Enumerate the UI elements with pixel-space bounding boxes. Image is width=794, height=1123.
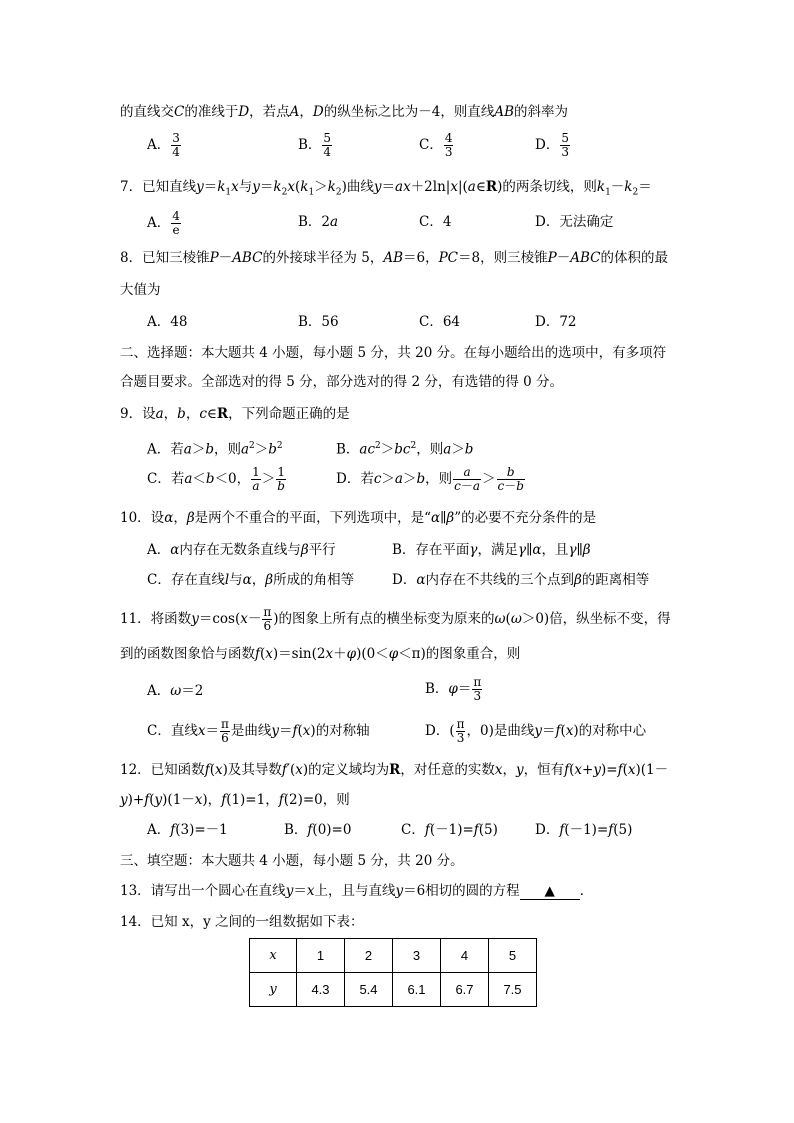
table-cell: 5.4 [345, 973, 393, 1007]
q6-option-d: D． $\frac{5}{3}$ [535, 131, 569, 159]
q6-continuation: 的直线交C的准线于D，若点A，D的纵坐标之比为－4，则直线AB的斜率为 [120, 104, 569, 120]
q13-stem: 13．请写出一个圆心在直线y＝x上，且与直线y＝6相切的圆的方程 ▲ ． [120, 883, 594, 899]
table-cell: 4.3 [297, 973, 345, 1007]
table-cell: 6.7 [441, 973, 489, 1007]
q14-stem: 14．已知 x，y 之间的一组数据如下表： [120, 914, 364, 930]
q10-option-a: A．α内存在无数条直线与β平行 [147, 542, 336, 558]
q6-option-a: A． $\frac{3}{4}$ [147, 131, 180, 159]
q12-stem: 12．已知函数f(x)及其导数f′(x)的定义域均为R，对任意的实数x，y，恒有f(x+y)=f(x)(1－ [120, 762, 669, 778]
q9-stem: 9．设a，b，c∈R，下列命题正确的是 [120, 406, 350, 422]
q11-stem-line2: 到的函数图象恰与函数f(x)＝sin(2x＋φ)(0＜φ＜π)的图象重合，则 [120, 646, 521, 662]
q13-answer-blank: ▲ [520, 883, 580, 900]
q8-stem-line2: 大值为 [120, 282, 161, 298]
q9-option-d: D．若c＞a＞b，则 $\frac{a}{c-a}$ ＞ $\frac{b}{c-b}$ [336, 465, 524, 493]
q7-stem: 7．已知直线$y=k_1x$与$y=k_2x(k_1>k_2)$曲线y＝ax＋2ln|x|(a∈R)的两条切线，则$k_1-k_2=$ [120, 179, 652, 198]
table-row [250, 939, 537, 973]
q7-option-b: B．2a [298, 214, 339, 230]
q9-option-b: B．$ac^2>bc^2$，则a＞b [336, 441, 474, 458]
table-cell: 7.5 [489, 973, 537, 1007]
table-cell: 3 [393, 939, 441, 973]
table-cell: 6.1 [393, 973, 441, 1007]
q11-option-c: C．直线x＝ $\frac{\pi}{6}$ 是曲线y＝f(x)的对称轴 [147, 717, 370, 745]
section2-heading-line2: 合题目要求。全部选对的得 5 分，部分选对的得 2 分，有选错的得 0 分。 [120, 374, 564, 390]
q12-option-c: C．f(－1)=f(5) [401, 822, 498, 838]
q6-option-c: C． $\frac{4}{3}$ [419, 131, 453, 159]
q14-data-table [249, 938, 537, 1007]
q10-option-d: D．α内存在不共线的三个点到β的距离相等 [392, 572, 650, 588]
q11-option-a: A．ω＝2 [147, 683, 204, 699]
q10-stem: 10．设α，β是两个不重合的平面，下列选项中，是“α∥β”的必要不充分条件的是 [120, 510, 597, 526]
q6-option-b: B． $\frac{5}{4}$ [298, 131, 332, 159]
q8-stem: 8．已知三棱锥P－ABC的外接球半径为 5，AB＝6，PC＝8，则三棱锥P－ABC的体积的最 [120, 250, 668, 266]
section3-heading: 三、填空题：本大题共 4 小题，每小题 5 分，共 20 分。 [120, 853, 464, 869]
q8-option-a: A．48 [147, 314, 188, 330]
q11-option-b: B．φ＝ $\frac{\pi}{3}$ [425, 675, 482, 703]
section2-heading: 二、选择题：本大题共 4 小题，每小题 5 分，共 20 分。在每小题给出的选项中，有多项符 [120, 345, 667, 361]
table-cell: 5 [489, 939, 537, 973]
q12-option-d: D．f(－1)=f(5) [535, 822, 633, 838]
table-cell: x [250, 939, 297, 973]
table-cell: y [250, 973, 297, 1007]
q7-option-c: C．4 [419, 214, 452, 230]
q7-option-a: A． $\frac{4}{e}$ [147, 209, 180, 237]
q8-option-c: C．64 [419, 314, 461, 330]
q10-option-c: C．存在直线l与α，β所成的角相等 [147, 572, 355, 588]
q7-option-d: D．无法确定 [535, 214, 614, 230]
q8-option-d: D．72 [535, 314, 577, 330]
table-row [250, 973, 537, 1007]
q9-option-a: A．若a＞b，则$a^2>b^2$ [147, 441, 283, 458]
q10-option-b: B．存在平面γ，满足γ∥α，且γ∥β [392, 542, 591, 558]
q9-option-c: C．若a＜b＜0， $\frac{1}{a}$ ＞ $\frac{1}{b}$ [147, 465, 285, 493]
q12-option-a: A．f(3)=－1 [147, 822, 228, 838]
q12-option-b: B．f(0)=0 [284, 822, 352, 838]
q11-stem: 11．将函数y＝cos(x－ $\frac{\pi}{6}$ )的图象上所有点的横坐标变为原来的ω(ω＞0)倍，纵坐标不变，得 [120, 605, 671, 633]
q8-option-b: B．56 [298, 314, 339, 330]
table-cell: 4 [441, 939, 489, 973]
table-cell: 2 [345, 939, 393, 973]
table-cell: 1 [297, 939, 345, 973]
q12-stem-line2: y)+f(y)(1－x)，f(1)=1，f(2)=0，则 [120, 792, 350, 808]
q11-option-d: D．( $\frac{\pi}{3}$ ，0)是曲线y＝f(x)的对称中心 [425, 717, 647, 745]
